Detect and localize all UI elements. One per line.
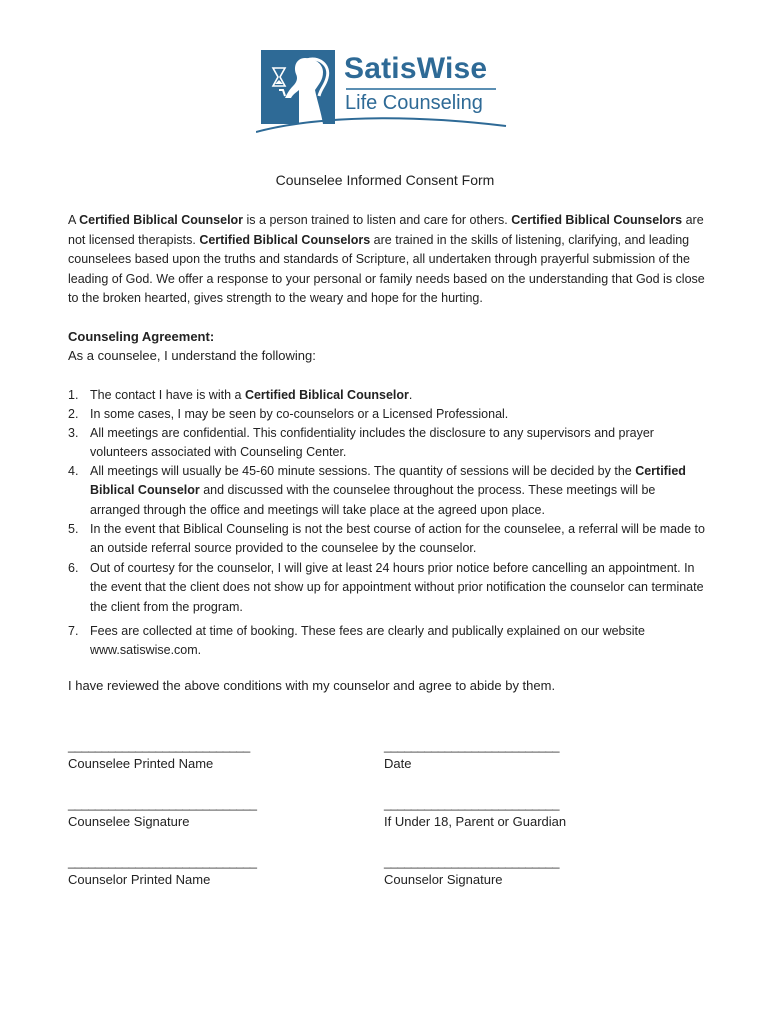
date-label: Date — [384, 756, 412, 771]
list-item: 3. All meetings are confidential. This confidentiality includes the disclosure to any supervisors and prayer volunteers associated with Counseling Center. — [68, 426, 654, 460]
counselor-signature-label: Counselor Signature — [384, 872, 503, 887]
signature-line[interactable]: ___________________________ — [68, 738, 250, 753]
counselor-printed-name-label: Counselor Printed Name — [68, 872, 211, 887]
list-item: 6. Out of courtesy for the counselor, I will give at least 24 hours prior notice before cancelling an appointment. In the event that the client does not show up for appointment without prior notification the counselor can terminate the client from the program. — [68, 561, 704, 614]
brand-divider — [346, 88, 496, 90]
list-item: 4. All meetings will usually be 45-60 minute sessions. The quantity of sessions will be decided by the Certified Biblical Counselor and discussed with the counselee throughout the process. These meetings will be arranged through the office and meetings will take place at the agreed upon place. — [68, 464, 686, 517]
list-item: 5. In the event that Biblical Counseling is not the best course of action for the counselee, a referral will be made to an outside referral source provided to the counselee by the counselor. — [68, 522, 705, 556]
list-item: 7. Fees are collected at time of booking. These fees are clearly and publically explained on our website www.satiswise.com. — [68, 624, 645, 658]
signature-line[interactable]: ____________________________ — [68, 854, 257, 869]
signature-line[interactable]: __________________________ — [384, 854, 559, 869]
term-certified-counselors: Certified Biblical Counselors — [199, 232, 371, 247]
parent-guardian-label: If Under 18, Parent or Guardian — [384, 814, 567, 829]
counselee-signature-label: Counselee Signature — [68, 814, 190, 829]
logo — [256, 44, 512, 136]
list-item: 1. The contact I have is with a Certified Biblical Counselor. — [68, 388, 413, 402]
counselee-printed-name-label: Counselee Printed Name — [68, 756, 214, 771]
term-certified-counselor: Certified Biblical Counselor — [79, 213, 244, 227]
review-statement: I have reviewed the above conditions with my counselor and agree to abide by them. — [68, 678, 556, 693]
signature-line[interactable]: __________________________ — [384, 796, 559, 811]
agreement-subheading: As a counselee, I understand the following: — [68, 348, 316, 363]
form-title: Counselee Informed Consent Form — [275, 172, 495, 188]
intro-paragraph: A Certified Biblical Counselor is a person trained to listen and care for others. Certified Biblical Counselors are not licensed therapists. Certified Biblical Counselors are trained in the skills of listening, clarifying, and leading counselees based upon the truths and standards of Scripture, all undertaken through prayerful submission of the leading of God. We offer a response to your personal or family needs based on the understanding that God is close to the broken hearted, gives strength to the weary and hope for the hurting. — [68, 213, 705, 306]
signature-line[interactable]: ____________________________ — [68, 796, 257, 811]
agreement-heading: Counseling Agreement: — [68, 329, 215, 344]
term-certified-counselors: Certified Biblical Counselors — [511, 213, 683, 227]
signature-line[interactable]: __________________________ — [384, 738, 559, 753]
brand-tagline: Life Counseling — [345, 92, 483, 114]
list-item: 2. In some cases, I may be seen by co-counselors or a Licensed Professional. — [68, 407, 509, 421]
brand-name: SatisWise — [344, 52, 488, 85]
logo-swoosh — [256, 108, 512, 136]
